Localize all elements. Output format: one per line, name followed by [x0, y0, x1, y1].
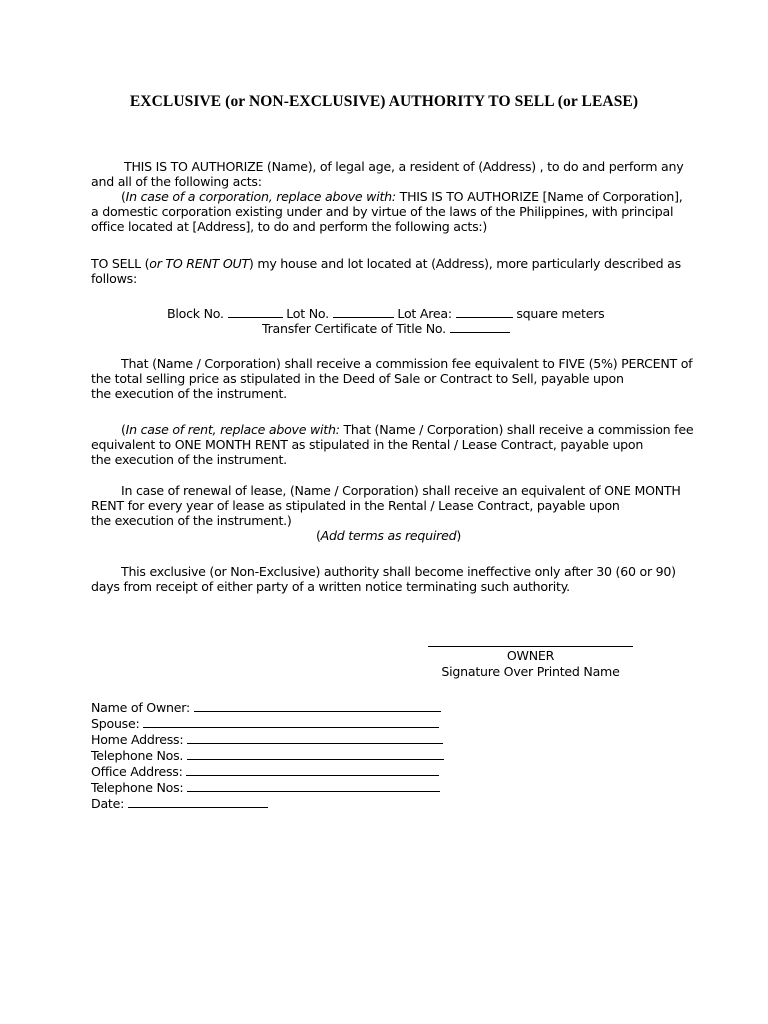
p1-line1: THIS IS TO AUTHORIZE (Name), of legal age, a resident of (Address) , to do and perform any: [124, 159, 684, 174]
p4-line1: (In case of rent, replace above with: That (Name / Corporation) shall receive a commission fee: [121, 422, 694, 437]
lot-label: Lot No.: [286, 306, 329, 321]
document-title: EXCLUSIVE (or NON-EXCLUSIVE) AUTHORITY TO SELL (or LEASE): [129, 93, 639, 110]
field-date[interactable]: Date:: [91, 795, 444, 811]
area-blank: [456, 306, 513, 318]
p4-line2: equivalent to ONE MONTH RENT as stipulated in the Rental / Lease Contract, payable upon: [91, 437, 644, 452]
owner-label: OWNER: [506, 648, 555, 663]
block-blank: [228, 306, 283, 318]
p5-line1: In case of renewal of lease, (Name / Corporation) shall receive an equivalent of ONE MONTH: [121, 483, 681, 498]
telephone-2-blank[interactable]: [187, 779, 440, 792]
signature-caption: Signature Over Printed Name: [441, 664, 620, 679]
field-spouse[interactable]: Spouse:: [91, 715, 444, 731]
spouse-blank[interactable]: [143, 715, 439, 728]
field-home-address[interactable]: Home Address:: [91, 731, 444, 747]
owner-info-fields: [91, 699, 444, 811]
p3-line1: That (Name / Corporation) shall receive a commission fee equivalent to FIVE (5%) PERCENT of: [121, 356, 693, 371]
name-of-owner-blank[interactable]: [194, 699, 441, 712]
telephone-1-blank[interactable]: [187, 747, 444, 760]
p1-line2: and all of the following acts:: [91, 174, 262, 189]
area-label: Lot Area:: [397, 306, 452, 321]
p6-line2: days from receipt of either party of a written notice terminating such authority.: [91, 579, 570, 594]
p1-line4: a domestic corporation existing under and by virtue of the laws of the Philippines, with principal: [91, 204, 674, 219]
field-telephone-1[interactable]: Telephone Nos.: [91, 747, 444, 763]
p5-line3: the execution of the instrument.): [91, 513, 292, 528]
p6-line1: This exclusive (or Non-Exclusive) authority shall become ineffective only after 30 (60 or 90): [121, 564, 676, 579]
field-name-of-owner[interactable]: Name of Owner:: [91, 699, 444, 715]
p1-line3: (In case of a corporation, replace above with: THIS IS TO AUTHORIZE [Name of Corporation],: [121, 189, 683, 204]
block-label: Block No.: [167, 306, 224, 321]
signature-line: [428, 646, 633, 647]
add-terms-note: (Add terms as required): [316, 528, 461, 543]
p2-line1: TO SELL (or TO RENT OUT) my house and lot located at (Address), more particularly described as: [91, 256, 681, 271]
office-address-blank[interactable]: [186, 763, 439, 776]
rent-commission-paragraph: [91, 422, 693, 467]
tct-blank: [450, 321, 510, 333]
renewal-paragraph: [91, 483, 681, 528]
termination-paragraph: [91, 564, 676, 594]
commission-paragraph: [91, 356, 692, 401]
area-unit: square meters: [516, 306, 605, 321]
date-blank[interactable]: [128, 795, 268, 808]
p3-line3: the execution of the instrument.: [91, 386, 287, 401]
tct-line: [262, 321, 510, 336]
to-sell-paragraph: [91, 256, 681, 286]
authorize-paragraph: [91, 159, 683, 234]
p3-line2: the total selling price as stipulated in the Deed of Sale or Contract to Sell, payable upon: [91, 371, 624, 386]
field-telephone-2[interactable]: Telephone Nos:: [91, 779, 444, 795]
p1-line5: office located at [Address], to do and perform the following acts:): [91, 219, 488, 234]
field-office-address[interactable]: Office Address:: [91, 763, 444, 779]
p2-line2: follows:: [91, 271, 137, 286]
p4-line3: the execution of the instrument.: [91, 452, 287, 467]
tct-label: Transfer Certificate of Title No.: [262, 321, 446, 336]
p5-line2: RENT for every year of lease as stipulated in the Rental / Lease Contract, payable upon: [91, 498, 620, 513]
home-address-blank[interactable]: [187, 731, 443, 744]
lot-blank: [333, 306, 394, 318]
property-line: [167, 306, 604, 321]
